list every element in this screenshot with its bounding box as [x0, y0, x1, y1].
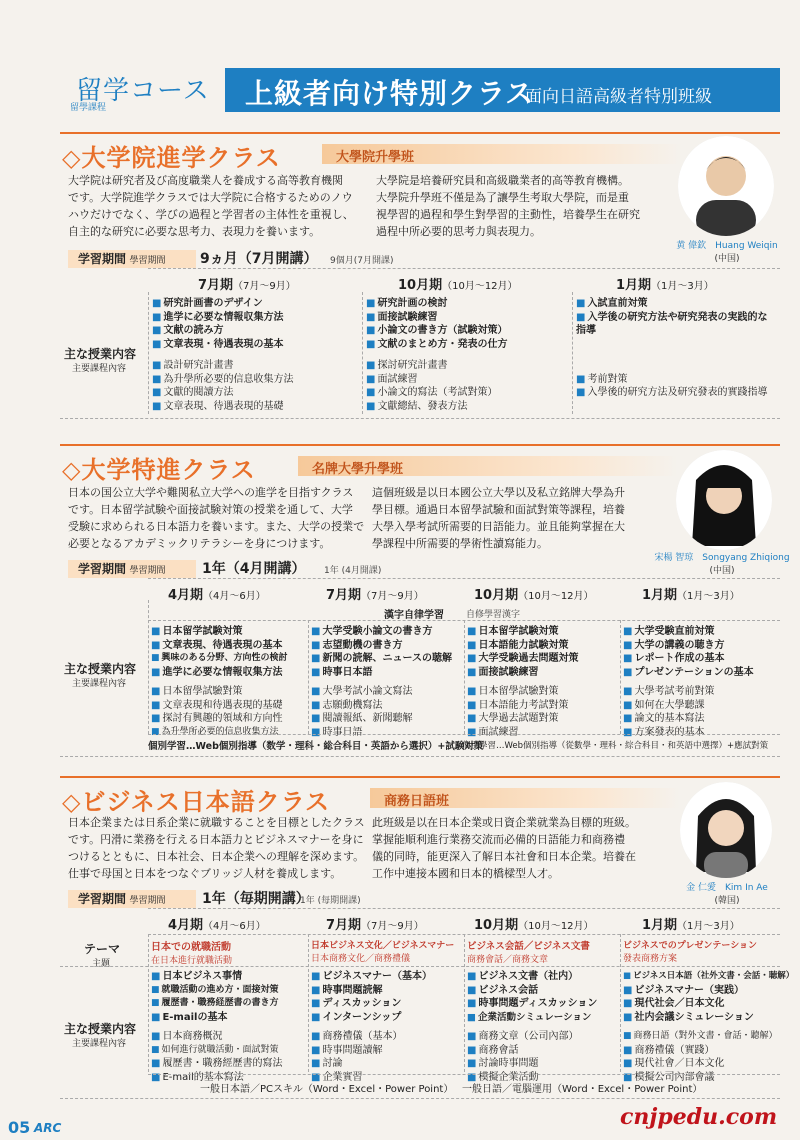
section-band: [298, 456, 678, 476]
section-band-label: 大學院升學班: [336, 150, 415, 165]
term-header: 7月期（7月〜9月）: [198, 278, 296, 293]
student-name: 黄 偉欽 Huang Weiqin: [676, 241, 778, 251]
section-title: ◇大学院進学クラス: [62, 144, 281, 172]
student-country: (韓国): [714, 896, 740, 906]
term-content: ■ 日本留学試験対策 ■ 日本語能力試験対策 ■ 大学受験過去問題対策 ■ 面接試験練習 ■ 日本留學試驗對策 ■ 日本語能力考試對策 ■ 大學過去試題對策 ■ 面試練習: [467, 626, 579, 738]
individual-study-cn: 個別學習…Web個別指導（從數學・理科・綜合科目・和英語中選擇）+應試對策: [462, 741, 769, 751]
kanji-study: 漢字自律学習: [384, 610, 444, 621]
term-content: ■ ビジネス文書（社内） ■ ビジネス会話 ■ 時事問題ディスカッション ■ 企業活動シミュレーション ■ 商務文章（公司內部） ■ 商務會話 ■ 討論時事問題 ■ 模擬企業活動: [467, 971, 598, 1083]
section-description: 日本の国公立大学や難関私立大学への進学を目指すクラス です。日本留学試験や面接試験対策の授業を通して、大学 受験に求められる日本語力を養います。また、大学の授業で 必要となるアカデミックリテラシーを身につけます。: [68, 486, 365, 550]
term-theme: 日本ビジネス文化／ビジネスマナー 日本商務文化／商務禮儀: [311, 941, 455, 964]
student-photo: [678, 136, 774, 236]
term-theme: ビジネス会話／ビジネス文書 商務會話／商務文章: [467, 941, 590, 965]
individual-study: 個別学習…Web個別指導（数学・理科・総合科目・英語から選択）+試験対策: [148, 741, 484, 752]
row-label-cn: 主要課程內容: [72, 364, 127, 374]
page-title: 上級者向け特別クラス: [245, 77, 535, 110]
student-country: (中国): [714, 254, 740, 264]
term-content: ■ 大学受験直前対策 ■ 大学の講義の聴き方 ■ レポート作成の基本 ■ プレゼンテーションの基本 ■ 大學考試考前對策 ■ 如何在大學聽課 ■ 論文的基本寫法 ■ 方案發表的基本: [623, 626, 754, 738]
period-value-cn: 1年 (每期開課): [300, 896, 361, 906]
course-label: 留学コース: [76, 76, 210, 106]
term-header: 4月期（4月〜6月）: [168, 588, 266, 603]
row-label-cn: 主要課程內容: [72, 1039, 127, 1049]
period-value: 1年（4月開講）: [202, 561, 306, 577]
term-header: 1月期（1月〜3月）: [642, 918, 740, 933]
term-content: ■ 日本留学試験対策 ■ 文章表現、待遇表現の基本 ■ 興味のある分野、方向性の検討 ■ 進学に必要な情報収集方法 ■ 日本留學試驗對策 ■ 文章表現和待遇表現的基礎 ■ 探討有興趣的領域和方向性 ■ 為升學所必要的信息收集方法: [151, 626, 288, 737]
row-label: 主な授業内容: [64, 1022, 137, 1036]
term-content: ■ ビジネスマナー（基本） ■ 時事問題読解 ■ ディスカッション ■ インターンシップ ■ 商務禮儀（基本） ■ 時事問題讀解 ■ 討論 ■ 企業實習: [311, 971, 432, 1083]
section-description-cn: 大學院是培養研究員和高級職業者的高等教育機構。 大學院升學班不僅是為了讓學生考取大學院，而是重 視學習的過程和學生對學習的主動性，培養學生在研究 過程中所必要的思考力與表現力。: [376, 174, 640, 238]
term-header: 1月期（1月〜3月）: [642, 588, 740, 603]
term-header: 7月期（7月〜9月）: [326, 588, 424, 603]
student-name: 宋楊 智琼 Songyang Zhiqiong: [654, 553, 790, 563]
arc-logo: ARC: [34, 1121, 62, 1135]
term-header: 4月期（4月〜6月）: [168, 918, 266, 933]
term-content: ■ 研究計画の検討 ■ 面接試験練習 ■ 小論文の書き方（試験対策） ■ 文献のまとめ方・発表の仕方 ■ 探討研究計畫書 ■ 面試練習 ■ 小論文的寫法（考試對策） ■ 文獻總結、發表方法: [366, 298, 508, 412]
portrait-icon: [680, 782, 772, 878]
term-content: ■ 大学受験小論文の書き方 ■ 志望動機の書き方 ■ 新聞の読解、ニュースの聴解 ■ 時事日本語 ■ 大學考試小論文寫法 ■ 志願動機寫法 ■ 閱讀報紙、新聞聽解 ■ 時事日語: [311, 626, 452, 738]
term-content: ■ 入試直前対策 ■ 入学後の研究方法や研究発表の実践的な指導 ■ 考前對策 ■ 入學後的研究方法及研究發表的實踐指導: [576, 298, 768, 398]
general-study-cn: 一般日語／電腦運用（Word・Excel・Power Point）: [462, 1084, 703, 1095]
general-study: 一般日本語／PCスキル（Word・Excel・Power Point）: [200, 1084, 454, 1095]
term-theme: ビジネスでのプレゼンテーション 發表商務方案: [623, 941, 758, 964]
section-title: ◇ビジネス日本語クラス: [62, 788, 331, 816]
period-value: 1年（毎期開講）: [202, 891, 310, 907]
term-header: 10月期（10月〜12月）: [474, 588, 594, 603]
page-number: 05: [8, 1118, 31, 1137]
student-country: (中国): [709, 566, 735, 576]
section-band: [370, 788, 680, 808]
row-label: 主な授業内容: [64, 662, 137, 676]
term-header: 7月期（7月〜9月）: [326, 918, 424, 933]
student-photo: [676, 450, 772, 550]
watermark: cnjpedu.com: [620, 1104, 778, 1130]
section-description-cn: 此班級是以在日本企業或日資企業就業為目標的班級。 掌握能順利進行業務交流而必備的日語能力和商務禮 儀的同時，能更深入了解日本社會和日本企業。培養在 工作中連接本國和日本的橋樑型人才。: [372, 816, 636, 880]
row-label: 主な授業内容: [64, 347, 137, 361]
period-value-cn: 1年 (4月開課): [324, 566, 382, 576]
portrait-icon: [676, 450, 772, 550]
section-divider: [60, 776, 780, 778]
theme-label: テーマ: [84, 942, 121, 956]
section-divider: [60, 444, 780, 446]
course-label-cn: 留學課程: [70, 103, 107, 113]
section-band: [322, 144, 682, 164]
section-title: ◇大学特進クラス: [62, 456, 256, 484]
term-header: 1月期（1月〜3月）: [616, 278, 714, 293]
kanji-study-cn: 自修學習漢字: [466, 610, 521, 620]
section-description: 大学院は研究者及び高度職業人を養成する高等教育機関 です。大学院進学クラスでは大学院に合格するためのノウ ハウだけでなく、学びの過程と学習者の主体性を重視し、 自主的な研究に必要な思考力、表現力を養います。: [68, 174, 354, 238]
section-divider: [60, 132, 780, 134]
term-header: 10月期（10月〜12月）: [474, 918, 594, 933]
section-band-label: 名牌大學升學班: [312, 462, 404, 477]
page-subtitle: 面向日語高級者特別班級: [525, 87, 712, 107]
student-photo: [680, 782, 772, 878]
term-content: ■ 研究計画書のデザイン ■ 進学に必要な情報収集方法 ■ 文献の読み方 ■ 文章表現・待遇表現の基本 ■ 設計研究計畫書 ■ 為升學所必要的信息收集方法 ■ 文獻的閱讀方法 ■ 文章表現、待遇表現的基礎: [152, 298, 294, 412]
term-theme: 日本での就職活動 在日本進行就職活動: [151, 942, 233, 966]
period-tag: 学習期間 學習期間: [68, 890, 196, 908]
period-tag: 学習期間 學習期間: [68, 560, 196, 578]
term-content: ■ ビジネス日本語（社外文書・会話・聴解） ■ ビジネスマナー（実践） ■ 現代社会／日本文化 ■ 社内会議シミュレーション ■ 商務日語（對外文書・會話・聽解） ■ 商務禮儀（實踐） ■ 現代社會／日本文化 ■ 模擬公司內部會議: [623, 971, 795, 1083]
term-content: ■ 日本ビジネス事情 ■ 就職活動の進め方・面接対策 ■ 履歴書・職務経歴書の書き方 ■ E-mailの基本 ■ 日本商務概況 ■ 如何進行就職活動・面試對策 ■ 履歷書・職務經歷書的寫法 ■ E-mail的基本寫法: [151, 971, 283, 1083]
theme-label-cn: 主題: [92, 959, 111, 969]
period-tag: 学習期間 學習期間: [68, 250, 196, 268]
section-description-cn: 這個班級是以日本國公立大學以及私立銘牌大學為升 學目標。通過日本留學試驗和面試對策等課程，培養 大學入學考試所需要的日語能力。並且能夠掌握在大 學課程中所需要的學術性讀寫能力。: [372, 486, 625, 550]
section-band-label: 商務日語班: [384, 794, 450, 809]
term-header: 10月期（10月〜12月）: [398, 278, 518, 293]
period-value-cn: 9個月(7月開課): [330, 256, 394, 266]
portrait-icon: [678, 136, 774, 236]
row-label-cn: 主要課程內容: [72, 679, 127, 689]
section-description: 日本企業または日系企業に就職することを目標としたクラス です。円滑に業務を行える日本語力とビジネスマナーを身に つけるとともに、日本社会、日本企業への理解を深めます。 仕事で母国と日本をつなぐブリッジ人材を養成します。: [68, 816, 365, 880]
student-name: 金 仁愛 Kim In Ae: [686, 883, 768, 893]
period-value: 9ヵ月（7月開講）: [200, 251, 318, 267]
